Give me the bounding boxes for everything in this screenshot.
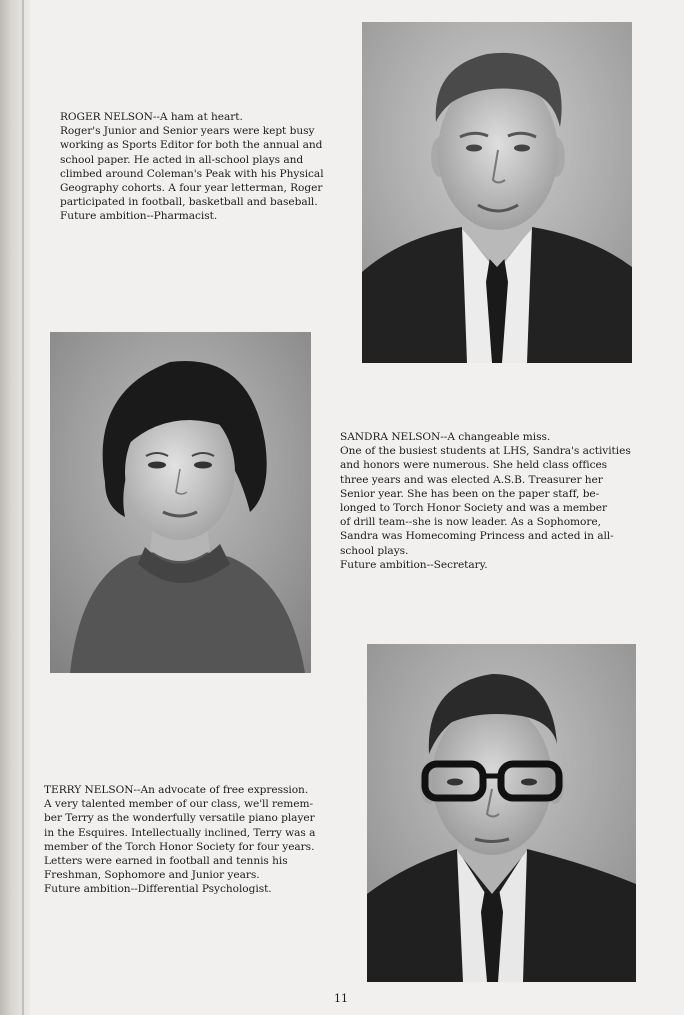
bio-line: Future ambition--Secretary. (340, 558, 488, 571)
bio-line: member of the Torch Honor Society for four years. (44, 840, 315, 853)
page-number: 11 (334, 992, 348, 1005)
bio-line: three years and was elected A.S.B. Treasurer her (340, 473, 603, 486)
portrait-terry-nelson (367, 644, 636, 982)
bio-line: and honors were numerous. She held class offices (340, 459, 608, 472)
bio-line: of drill team--she is now leader. As a Sophomore, (340, 516, 601, 529)
bio-line: TERRY NELSON--An advocate of free expression. (44, 784, 309, 796)
bio-line: Freshman, Sophomore and Junior years. (44, 869, 260, 882)
bio-line: Roger's Junior and Senior years were kept busy (60, 125, 315, 138)
bio-line: Future ambition--Differential Psychologist. (44, 883, 272, 896)
bio-line: in the Esquires. Intellectually inclined, Terry was a (44, 826, 316, 839)
bio-line: One of the busiest students at LHS, Sandra's activities (340, 445, 631, 458)
bio-line: longed to Torch Honor Society and was a member (340, 502, 608, 515)
bio-line: Sandra was Homecoming Princess and acted in all- (340, 530, 614, 543)
bio-line: Future ambition--Pharmacist. (60, 210, 218, 223)
bio-line: Geography cohorts. A four year letterman, Roger (60, 182, 323, 195)
bio-sandra-nelson (340, 430, 631, 572)
bio-line: ROGER NELSON--A ham at heart. (60, 111, 243, 123)
portrait-sandra-nelson (50, 332, 311, 673)
bio-line: Senior year. She has been on the paper staff, be- (340, 487, 600, 500)
bio-roger-nelson (60, 110, 324, 224)
bio-terry-nelson (44, 783, 315, 897)
bio-line: participated in football, basketball and baseball. (60, 196, 318, 209)
bio-line: ber Terry as the wonderfully versatile piano player (44, 812, 315, 825)
portrait-roger-nelson (362, 22, 632, 363)
page-gutter (0, 0, 30, 1015)
bio-line: A very talented member of our class, we'll remem- (44, 798, 314, 811)
bio-line: Letters were earned in football and tennis his (44, 855, 288, 868)
bio-line: school plays. (340, 544, 409, 557)
bio-line: working as Sports Editor for both the annual and (60, 139, 323, 152)
bio-line: climbed around Coleman's Peak with his Physical (60, 167, 324, 180)
bio-line: school paper. He acted in all-school plays and (60, 153, 304, 166)
bio-line: SANDRA NELSON--A changeable miss. (340, 431, 551, 443)
